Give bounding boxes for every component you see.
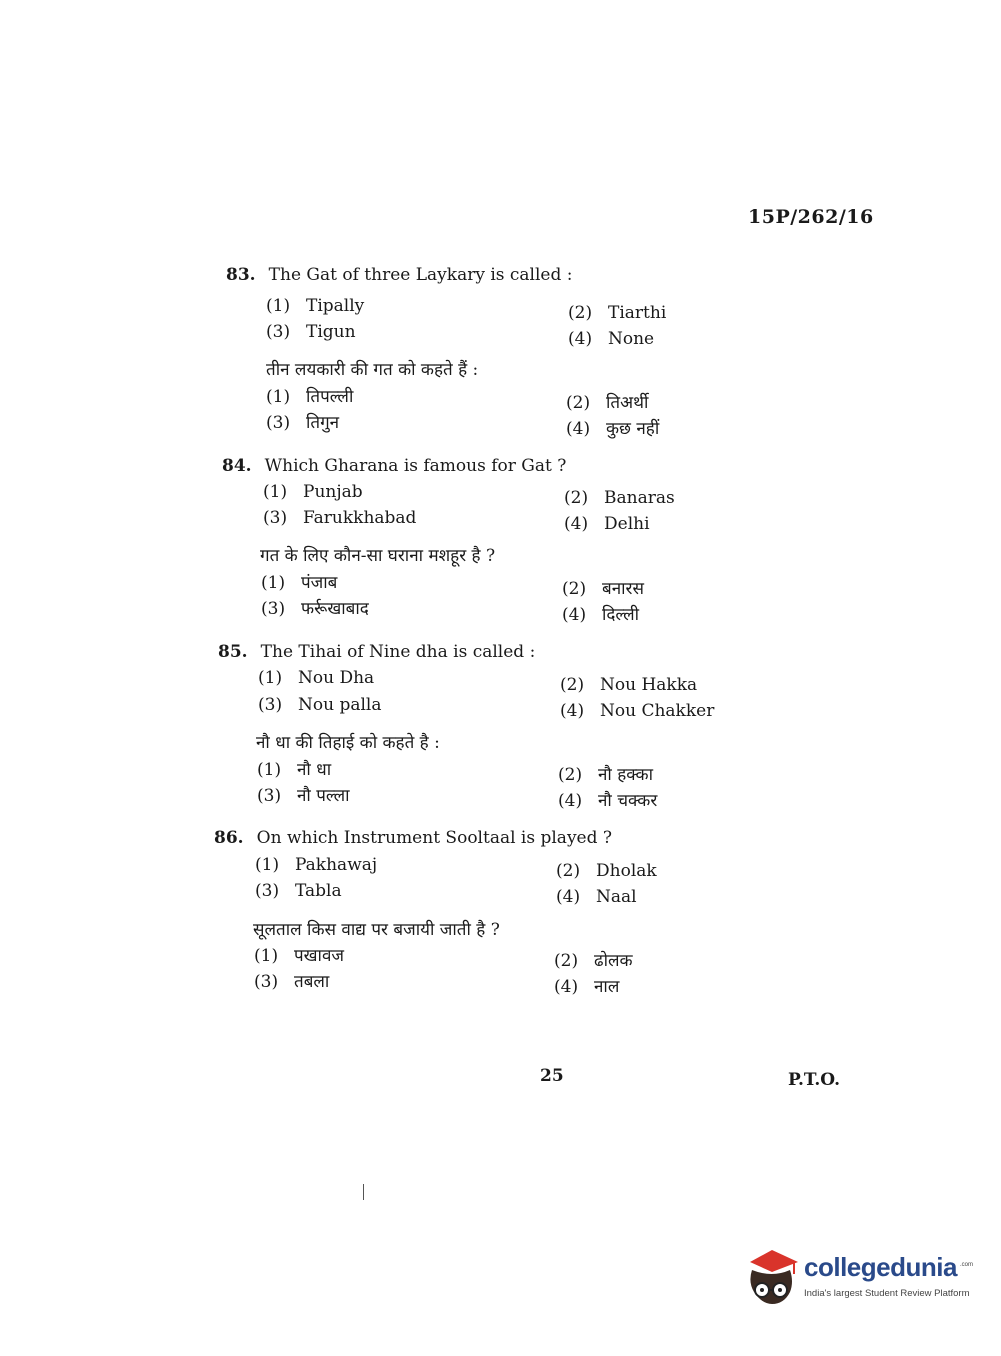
option-3-hi: (3) तिगुन [266, 413, 340, 433]
option-3-hi: (3) नौ पल्ला [257, 786, 350, 806]
option-2-hi: (2) बनारस [562, 579, 644, 599]
question-text-hi: सूलताल किस वाद्य पर बजायी जाती है ? [253, 920, 500, 940]
option-4-hi: (4) कुछ नहीं [566, 419, 660, 439]
question-number: 84. [222, 456, 252, 476]
paper-code: 15P/262/16 [748, 206, 874, 228]
mascot-icon [742, 1248, 802, 1312]
question-number: 85. [218, 642, 248, 662]
logo-com: .com [960, 1262, 974, 1268]
page-number: 25 [540, 1066, 564, 1086]
option-3-en: (3) Farukkhabad [263, 508, 417, 528]
option-1-en: (1) Pakhawaj [255, 855, 378, 875]
option-3-hi: (3) फर्रूखाबाद [261, 599, 369, 619]
question-text-hi: गत के लिए कौन-सा घराना मशहूर है ? [260, 546, 496, 566]
option-3-en: (3) Tigun [266, 322, 356, 342]
question-text-hi: तीन लयकारी की गत को कहते हैं : [266, 360, 479, 380]
question-number: 83. [226, 265, 256, 285]
option-4-en: (4) Nou Chakker [560, 701, 715, 721]
option-2-en: (2) Tiarthi [568, 303, 667, 323]
option-1-hi: (1) पखावज [254, 946, 345, 966]
option-1-hi: (1) नौ धा [257, 760, 332, 780]
option-3-hi: (3) तबला [254, 972, 330, 992]
logo-wordmark: collegedunia [804, 1252, 957, 1282]
option-2-hi: (2) ढोलक [554, 951, 633, 971]
option-2-hi: (2) तिअर्थी [566, 393, 649, 413]
option-4-en: (4) Delhi [564, 514, 650, 534]
option-2-hi: (2) नौ हक्का [558, 765, 653, 785]
option-2-en: (2) Banaras [564, 488, 675, 508]
question-text-en: On which Instrument Sooltaal is played ? [256, 828, 613, 848]
question-text-hi: नौ धा की तिहाई को कहते है : [256, 733, 440, 753]
collegedunia-logo [742, 1248, 972, 1314]
option-2-en: (2) Dholak [556, 861, 657, 881]
scan-mark [363, 1184, 364, 1200]
option-4-hi: (4) नौ चक्कर [558, 791, 658, 811]
option-1-hi: (1) पंजाब [261, 573, 338, 593]
option-1-en: (1) Nou Dha [258, 668, 375, 688]
option-4-en: (4) Naal [556, 887, 637, 907]
option-3-en: (3) Tabla [255, 881, 342, 901]
logo-tagline: India's largest Student Review Platform [804, 1288, 970, 1299]
option-1-en: (1) Tipally [266, 296, 365, 316]
question-text-en: The Tihai of Nine dha is called : [260, 642, 536, 662]
option-4-hi: (4) नाल [554, 977, 620, 997]
option-3-en: (3) Nou palla [258, 695, 382, 715]
option-2-en: (2) Nou Hakka [560, 675, 698, 695]
option-1-hi: (1) तिपल्ली [266, 387, 354, 407]
pto-label: P.T.O. [788, 1070, 840, 1090]
question-text-en: Which Gharana is famous for Gat ? [264, 456, 567, 476]
question-text-en: The Gat of three Laykary is called : [268, 265, 573, 285]
question-number: 86. [214, 828, 244, 848]
option-4-hi: (4) दिल्ली [562, 605, 640, 625]
option-4-en: (4) None [568, 329, 655, 349]
option-1-en: (1) Punjab [263, 482, 363, 502]
